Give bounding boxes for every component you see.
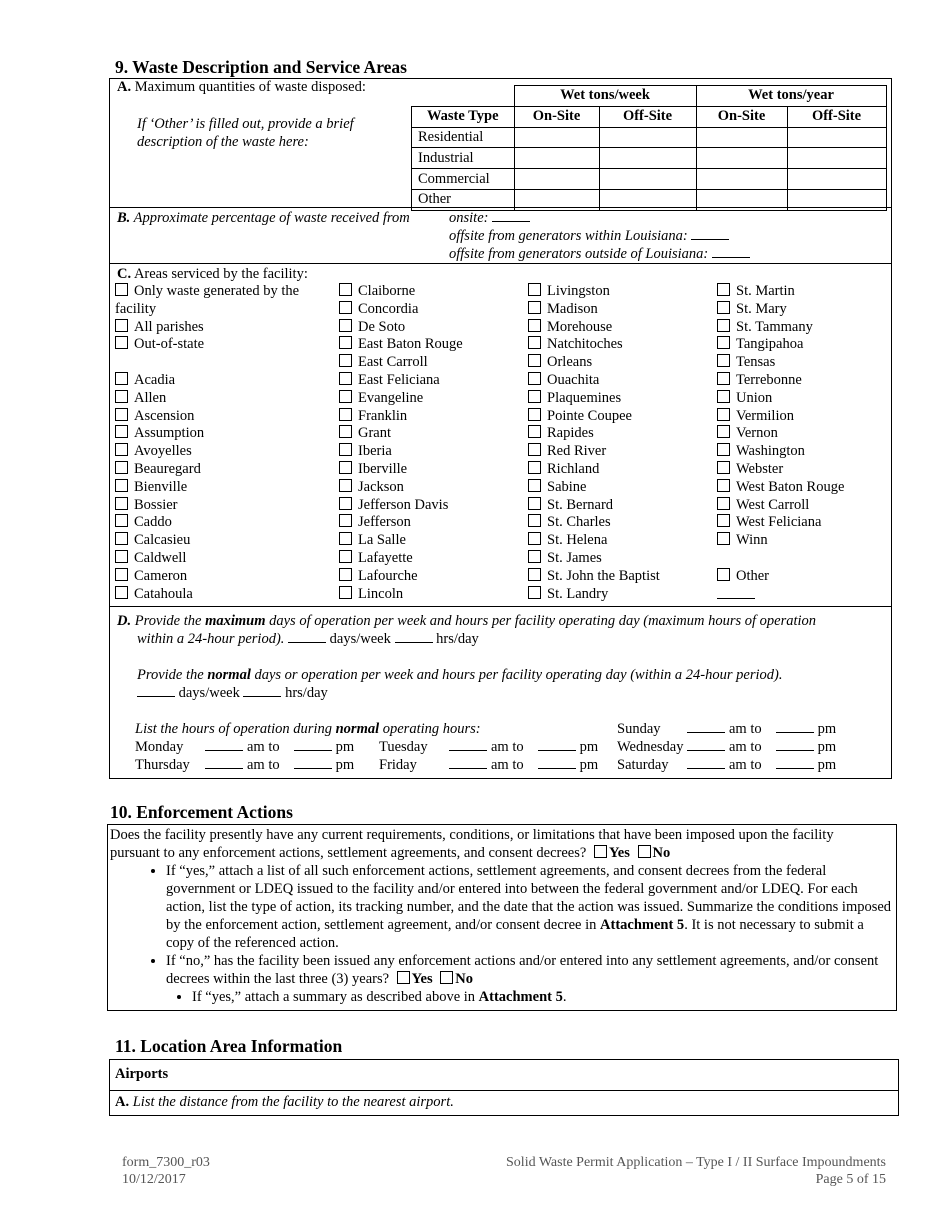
max-days-blank[interactable] [288,630,326,643]
waste-quantity-table: Wet tons/week Wet tons/year Waste Type On-Site Off-Site On-Site Off-Site Residential Industrial Commercial Other [411,85,887,211]
parish-checkbox-item[interactable] [528,461,660,479]
parish-label: Beauregard [134,460,201,477]
parish-column-2 [339,283,463,603]
parish-label: St. Tammany [736,318,813,335]
checkbox-item: Other [717,568,844,586]
open-time-blank[interactable] [449,738,487,751]
parish-label: Claiborne [358,283,416,299]
day-label: Tuesday [379,739,428,755]
input-cell[interactable] [787,127,886,148]
parish-label: Bienville [134,478,188,495]
open-time-blank[interactable] [449,756,487,769]
other-checkbox[interactable] [717,568,730,581]
input-cell[interactable] [787,189,886,210]
input-cell[interactable] [599,169,696,190]
form-number: form_7300_r03 [122,1155,210,1170]
parish-checkbox-item[interactable] [339,354,463,372]
parish-checkbox-item[interactable] [115,586,299,604]
close-time-blank[interactable] [294,756,332,769]
parish-checkbox-item[interactable] [339,568,463,586]
parish-label: Vernon [736,425,778,442]
checkbox[interactable] [528,514,541,527]
table-row: Residential [412,127,887,148]
hours-list-label: List the hours of operation during normal operating hours: [135,721,481,737]
close-time-blank[interactable] [538,756,576,769]
checkbox[interactable] [339,283,352,296]
parish-checkbox-item[interactable] [115,550,299,568]
day-label: Wednesday [617,739,684,755]
parish-checkbox-item[interactable] [115,568,299,586]
other-blank[interactable] [717,586,755,599]
max-hours-blank[interactable] [395,630,433,643]
parish-checkbox-item[interactable] [528,372,660,390]
parish-checkbox-item[interactable] [717,532,844,550]
no-checkbox[interactable] [638,845,651,858]
checkbox[interactable] [115,479,128,492]
parish-checkbox-item[interactable] [528,354,660,372]
parish-label: Washington [736,443,805,460]
parish-checkbox-item[interactable] [717,408,844,426]
parish-checkbox-item[interactable] [528,568,660,586]
part-c-question: C. Areas serviced by the facility: [117,266,308,282]
day-hours-row: Thursday am to pm [135,757,355,773]
open-time-blank[interactable] [687,738,725,751]
day-hours-row: Monday am to pm [135,739,355,755]
checkbox[interactable] [115,568,128,581]
parish-checkbox-item[interactable] [339,425,463,443]
checkbox[interactable] [528,283,541,296]
open-time-blank[interactable] [687,756,725,769]
parish-checkbox-item[interactable] [115,443,299,461]
parish-label: Rapides [547,425,594,442]
checkbox[interactable] [717,319,730,332]
checkbox[interactable] [717,390,730,403]
parish-label: St. Helena [547,532,608,549]
checkbox[interactable] [115,497,128,510]
checkbox[interactable] [339,586,352,599]
checkbox[interactable] [339,568,352,581]
bullet-no: • If “no,” has the facility been issued any enforcement actions and/or entered into any settlement agreements, and/or consent decrees within the last three (3) years? Yes No • If “yes,” attach a summary as described above in Attachment 5. [166,952,894,1006]
checkbox[interactable] [528,319,541,332]
checkbox[interactable] [339,319,352,332]
checkbox[interactable] [528,443,541,456]
table-row: Other [412,189,887,210]
parish-checkbox-item[interactable] [115,425,299,443]
parish-label: Tensas [736,354,776,371]
day-hours-row: Tuesday am to pm [379,739,599,755]
open-time-blank[interactable] [205,738,243,751]
parish-checkbox-item[interactable] [339,408,463,426]
parish-label: Natchitoches [547,336,623,353]
parish-checkbox-item[interactable] [528,586,660,604]
input-cell[interactable] [514,127,599,148]
parish-checkbox-item[interactable] [528,550,660,568]
parish-label: Lafourche [358,567,418,584]
parish-label: East Baton Rouge [358,336,463,353]
checkbox[interactable] [528,568,541,581]
parish-label: East Feliciana [358,371,440,388]
parish-label: Caldwell [134,549,187,566]
checkbox-item: All parishes [115,319,299,337]
airport-distance-question: A. List the distance from the facility to the nearest airport. [115,1094,454,1110]
parish-label: Avoyelles [134,443,192,460]
parish-label: Assumption [134,425,205,442]
input-cell[interactable] [599,189,696,210]
checkbox[interactable] [339,408,352,421]
parish-checkbox-item[interactable] [339,497,463,515]
checkbox[interactable] [115,408,128,421]
parish-checkbox-item[interactable] [339,319,463,337]
checkbox[interactable] [115,319,128,332]
checkbox[interactable] [528,408,541,421]
parish-checkbox-item[interactable] [717,336,844,354]
parish-label: Lincoln [358,585,404,602]
day-hours-row: Friday am to pm [379,757,599,773]
part-a-other-note: If ‘Other’ is filled out, provide a brief description of the waste here: [137,116,354,150]
waste-type-header: Waste Type [412,106,515,127]
parish-label: Lafayette [358,549,413,566]
close-time-blank[interactable] [776,720,814,733]
parish-checkbox-item[interactable] [339,461,463,479]
parish-checkbox-item[interactable] [339,372,463,390]
parish-checkbox-item[interactable] [717,443,844,461]
parish-label: Orleans [547,354,593,371]
parish-label: Vermilion [736,407,794,424]
input-cell[interactable] [696,127,787,148]
checkbox[interactable] [339,497,352,510]
parish-checkbox-item[interactable] [339,514,463,532]
table-row: Commercial [412,169,887,190]
parish-label: West Feliciana [736,514,822,531]
checkbox[interactable] [115,532,128,545]
parish-checkbox-item[interactable] [115,408,299,426]
parish-checkbox-item[interactable] [528,443,660,461]
footer-left [122,1154,210,1188]
parish-checkbox-item[interactable] [528,336,660,354]
parish-label: St. John the Baptist [547,567,660,584]
parish-checkbox-item[interactable] [528,532,660,550]
checkbox[interactable] [528,390,541,403]
part-d-normal-line2: days/week hrs/day [137,684,328,702]
form-date: 10/12/2017 [122,1172,186,1187]
parish-checkbox-item[interactable] [717,354,844,372]
parish-label: Richland [547,460,600,477]
checkbox[interactable] [717,443,730,456]
parish-checkbox-item[interactable] [339,550,463,568]
checkbox[interactable] [717,372,730,385]
parish-checkbox-item[interactable] [717,319,844,337]
checkbox[interactable] [528,336,541,349]
checkbox[interactable] [339,390,352,403]
checkbox[interactable] [115,283,128,296]
checkbox[interactable] [115,586,128,599]
parish-label: Ouachita [547,371,600,388]
parish-checkbox-item[interactable] [528,497,660,515]
parish-label: Pointe Coupee [547,407,632,424]
close-time-blank[interactable] [538,738,576,751]
parish-label: East Carroll [358,354,428,371]
parish-checkbox-item[interactable] [528,283,660,301]
parish-label: Red River [547,443,607,460]
parish-checkbox-item[interactable] [528,319,660,337]
parish-checkbox-item[interactable] [339,586,463,604]
wet-tons-week-header: Wet tons/week [514,86,696,107]
parish-checkbox-item[interactable] [717,372,844,390]
checkbox[interactable] [528,497,541,510]
within-louisiana-percent: offsite from generators within Louisiana: [449,227,729,245]
checkbox[interactable] [339,425,352,438]
input-cell[interactable] [599,127,696,148]
onsite-percent: onsite: [449,209,530,227]
parish-label: St. Martin [736,283,795,299]
checkbox[interactable] [528,532,541,545]
input-cell[interactable] [514,148,599,169]
parish-checkbox-item[interactable] [528,408,660,426]
part-b-question: B. Approximate percentage of waste received from [117,210,410,226]
normal-hours-blank[interactable] [243,684,281,697]
input-cell[interactable] [514,189,599,210]
parish-label: Iberville [358,460,408,477]
parish-checkbox-item[interactable] [528,390,660,408]
parish-checkbox-item[interactable] [339,301,463,319]
parish-label: Jefferson [358,514,411,531]
day-label: Thursday [135,757,190,773]
checkbox[interactable] [339,443,352,456]
checkbox[interactable] [717,354,730,367]
day-label: Saturday [617,757,669,773]
checkbox-item: Only waste generated by the [115,283,299,301]
checkbox[interactable] [528,425,541,438]
parish-label: Caddo [134,514,172,531]
checkbox[interactable] [528,461,541,474]
day-label: Friday [379,757,417,773]
enforcement-question: Does the facility presently have any current requirements, conditions, or limitations that have been imposed upon the facility pursuant to any enforcement actions, settlement agreements, and consent decrees? Yes No [110,827,834,861]
parish-label: Bossier [134,496,178,513]
checkbox[interactable] [339,354,352,367]
checkbox[interactable] [115,372,128,385]
parish-label: Evangeline [358,389,424,406]
checkbox[interactable] [115,336,128,349]
parish-label: St. Landry [547,585,609,602]
parish-label: St. Charles [547,514,611,531]
parish-checkbox-item[interactable] [115,514,299,532]
open-time-blank[interactable] [205,756,243,769]
parish-label: Iberia [358,443,392,460]
section-11-title: 11. Location Area Information [115,1036,343,1056]
checkbox[interactable] [717,461,730,474]
page-number: Page 5 of 15 [815,1172,886,1187]
parish-column-1: Only waste generated by the facility All parishes Out-of-state Acadia Allen Ascension Assumption Avoyelles Beauregard Bienville Bossier Caddo Calcasieu Caldwell Cameron Catahoula [115,283,300,602]
checkbox[interactable] [717,408,730,421]
checkbox[interactable] [115,425,128,438]
bullet-yes: • If “yes,” attach a list of all such enforcement actions, settlement agreements, and consent decrees from the federal government or LDEQ issued to the facility and/or entered into between the federal government and/or LDEQ. For each action, list the type of action, its tracking number, and the date that the action was issued. Summarize the conditions imposed by the enforcement action, settlement agreement, and/or consent decree in Attachment 5. It is not necessary to submit a copy of the referenced action. [166,862,894,952]
input-cell[interactable] [514,169,599,190]
checkbox[interactable] [528,372,541,385]
parish-label: Livingston [547,283,610,299]
outside-louisiana-percent: offsite from generators outside of Louisiana: [449,245,750,263]
section-10-title: 10. Enforcement Actions [110,802,293,822]
onsite-blank[interactable] [492,209,530,222]
parish-label: St. Bernard [547,496,614,513]
parish-checkbox-item[interactable] [717,461,844,479]
parish-label: Terrebonne [736,371,802,388]
parish-label: Morehouse [547,318,613,335]
section-9-title: 9. Waste Description and Service Areas [115,57,407,77]
checkbox[interactable] [339,372,352,385]
parish-label: Madison [547,300,598,317]
checkbox[interactable] [339,514,352,527]
parish-checkbox-item[interactable] [339,390,463,408]
day-label: Sunday [617,721,661,737]
part-a-question: A. Maximum quantities of waste disposed: [117,79,366,95]
parish-label: Acadia [134,371,176,388]
part-d-maximum-line2: within a 24-hour period). days/week hrs/day [137,631,479,647]
parish-label: West Baton Rouge [736,478,845,495]
parish-label: Ascension [134,407,195,424]
checkbox[interactable] [528,550,541,563]
parish-label: St. Mary [736,300,787,317]
parish-label: Catahoula [134,585,193,602]
input-cell[interactable] [787,169,886,190]
bullet-sub: • If “yes,” attach a summary as described above in Attachment 5. [192,988,894,1006]
wet-tons-year-header: Wet tons/year [696,86,886,107]
checkbox[interactable] [339,301,352,314]
parish-label: Plaquemines [547,389,622,406]
parish-label: St. James [547,549,602,566]
parish-checkbox-item[interactable] [115,479,299,497]
checkbox[interactable] [339,550,352,563]
yes-checkbox[interactable] [594,845,607,858]
parish-checkbox-item[interactable] [528,425,660,443]
parish-label: Concordia [358,300,419,317]
checkbox[interactable] [717,479,730,492]
checkbox[interactable] [339,532,352,545]
checkbox[interactable] [528,586,541,599]
parish-checkbox-item[interactable] [339,479,463,497]
parish-checkbox-item[interactable] [717,479,844,497]
close-time-blank[interactable] [294,738,332,751]
enforcement-instructions [110,862,894,1006]
input-cell[interactable] [696,148,787,169]
parish-checkbox-item[interactable] [115,390,299,408]
checkbox[interactable] [717,532,730,545]
parish-label: Tangipahoa [736,336,804,353]
open-time-blank[interactable] [687,720,725,733]
parish-label: Allen [134,389,167,406]
parish-label: De Soto [358,318,406,335]
parish-checkbox-item[interactable] [339,336,463,354]
input-cell[interactable] [696,189,787,210]
normal-days-blank[interactable] [137,684,175,697]
parish-checkbox-item[interactable] [717,390,844,408]
parish-checkbox-item[interactable] [717,301,844,319]
parish-checkbox-item[interactable] [339,283,463,301]
input-cell[interactable] [696,169,787,190]
parish-checkbox-item[interactable] [528,301,660,319]
day-hours-row: Sunday am to pm [617,721,837,737]
close-time-blank[interactable] [776,756,814,769]
parish-label: Webster [736,460,784,477]
parish-label: Jackson [358,478,404,495]
parish-column-4 [717,283,844,603]
day-hours-row: Saturday am to pm [617,757,837,773]
parish-label: Grant [358,425,392,442]
yes-checkbox-2[interactable] [397,971,410,984]
parish-checkbox-item[interactable] [717,514,844,532]
parish-checkbox-item[interactable] [115,461,299,479]
part-d-normal: Provide the normal days or operation per week and hours per facility operating day (within a 24-hour period). [137,667,783,683]
form-title: Solid Waste Permit Application – Type I / II Surface Impoundments [506,1155,886,1170]
part-d-maximum: D. Provide the maximum days of operation per week and hours per facility operating day (maximum hours of operation [117,613,817,629]
airports-heading: Airports [115,1066,169,1082]
parish-label: Sabine [547,478,587,495]
within-blank[interactable] [691,227,729,240]
checkbox[interactable] [115,390,128,403]
parish-column-3 [528,283,660,603]
checkbox[interactable] [717,497,730,510]
checkbox[interactable] [528,479,541,492]
close-time-blank[interactable] [776,738,814,751]
input-cell[interactable] [787,148,886,169]
checkbox[interactable] [528,354,541,367]
checkbox-item: Out-of-state [115,336,299,354]
parish-label: Calcasieu [134,532,191,549]
parish-checkbox-item[interactable] [717,283,844,301]
parish-checkbox-item[interactable] [717,497,844,515]
checkbox[interactable] [717,336,730,349]
checkbox[interactable] [339,479,352,492]
checkbox[interactable] [717,283,730,296]
footer-right [506,1154,886,1188]
no-checkbox-2[interactable] [440,971,453,984]
parish-checkbox-item[interactable] [339,532,463,550]
input-cell[interactable] [599,148,696,169]
parish-checkbox-item[interactable] [115,372,299,390]
parish-label: Union [736,389,773,406]
parish-checkbox-item[interactable] [115,532,299,550]
outside-blank[interactable] [712,245,750,258]
checkbox[interactable] [115,443,128,456]
checkbox[interactable] [339,336,352,349]
parish-checkbox-item[interactable] [717,425,844,443]
checkbox[interactable] [528,301,541,314]
parish-checkbox-item[interactable] [339,443,463,461]
parish-checkbox-item[interactable] [528,514,660,532]
table-row: Industrial [412,148,887,169]
checkbox[interactable] [717,425,730,438]
parish-label: Winn [736,532,768,549]
checkbox[interactable] [717,301,730,314]
checkbox[interactable] [339,461,352,474]
parish-label: La Salle [358,532,406,549]
parish-checkbox-item[interactable] [115,497,299,515]
parish-checkbox-item[interactable] [528,479,660,497]
parish-label: West Carroll [736,496,810,513]
parish-label: Franklin [358,407,408,424]
checkbox[interactable] [717,514,730,527]
day-hours-row: Wednesday am to pm [617,739,837,755]
day-label: Monday [135,739,184,755]
checkbox[interactable] [115,550,128,563]
parish-label: Jefferson Davis [358,496,449,513]
parish-label: Cameron [134,567,188,584]
checkbox[interactable] [115,514,128,527]
checkbox[interactable] [115,461,128,474]
